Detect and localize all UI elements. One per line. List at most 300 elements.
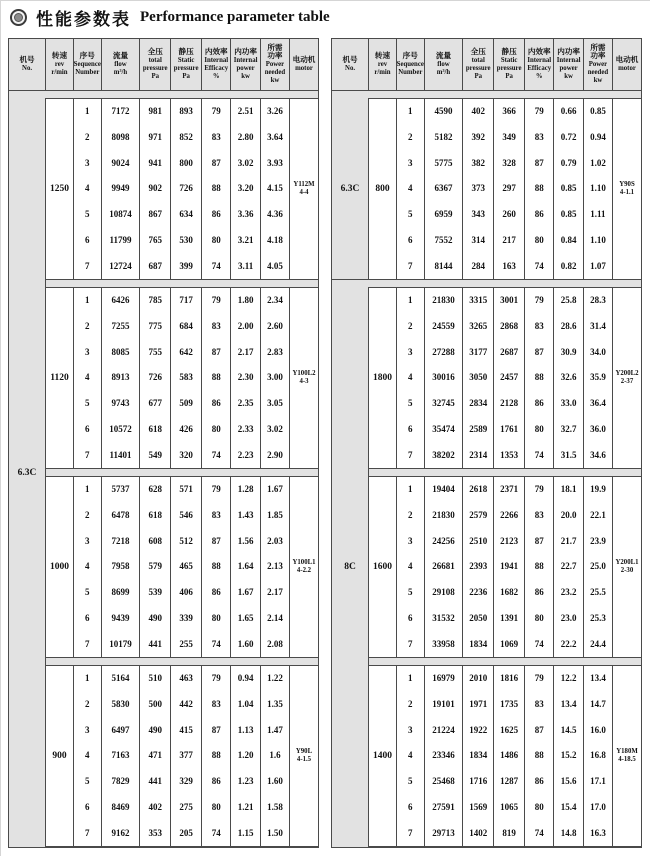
- cell-value: 19404: [432, 484, 455, 495]
- cell-value: 88: [211, 750, 221, 761]
- data-column-total-pressure: [140, 665, 171, 847]
- cell-value: 1735: [500, 699, 519, 710]
- motor-spec: 4-3: [299, 378, 309, 385]
- data-column-internal-power: [231, 476, 260, 658]
- cell-value: 1065: [500, 801, 519, 812]
- cell-value: 6478: [111, 510, 130, 521]
- cell-value: 1.60: [237, 638, 254, 649]
- cell-value: 3: [408, 157, 413, 168]
- header-line: r/min: [51, 68, 68, 76]
- motor-cell: [290, 665, 318, 847]
- cell-value: 5: [408, 587, 413, 598]
- cell-value: 80: [211, 801, 221, 812]
- header-line: 流量: [435, 51, 452, 60]
- header-line: 全压: [147, 47, 163, 56]
- cell-value: 3.93: [267, 157, 283, 168]
- cell-value: 1: [85, 484, 90, 495]
- cell-value: 74: [211, 827, 221, 838]
- data-column-internal-power: [231, 665, 260, 847]
- cell-value: 775: [148, 321, 162, 332]
- cell-value: 14.5: [560, 724, 577, 735]
- cell-value: 4: [85, 183, 90, 194]
- cell-value: 3: [85, 157, 90, 168]
- cell-value: 88: [211, 183, 221, 194]
- header-line: Efficacy: [204, 64, 229, 72]
- cell-value: 426: [179, 423, 193, 434]
- cell-value: 4: [408, 183, 413, 194]
- header-line: 转速: [51, 51, 68, 60]
- header-cell-motor: [613, 39, 641, 91]
- cell-value: 30.9: [560, 346, 577, 357]
- header-line: 序号: [79, 51, 95, 60]
- cell-value: 79: [534, 484, 544, 495]
- motor-spec: 2-30: [620, 567, 634, 574]
- header-line: needed: [264, 69, 286, 77]
- page-header: [10, 5, 330, 29]
- cell-value: 3: [85, 724, 90, 735]
- cell-value: 1: [408, 484, 413, 495]
- motor-cell: [290, 287, 318, 469]
- header-line: Power: [588, 61, 608, 69]
- header-line: Internal: [233, 56, 258, 64]
- cell-value: 9743: [111, 398, 130, 409]
- cell-value: 377: [179, 750, 193, 761]
- cell-value: 6: [408, 801, 413, 812]
- cell-value: 11799: [109, 234, 132, 245]
- cell-value: 819: [502, 827, 516, 838]
- cell-value: 314: [471, 234, 485, 245]
- cell-value: 2.14: [267, 612, 283, 623]
- cell-value: 3: [408, 535, 413, 546]
- header-cell-internal-power: [231, 39, 260, 91]
- speed-cell: 900: [46, 665, 74, 847]
- cell-value: 7: [85, 638, 90, 649]
- cell-value: 8699: [111, 587, 130, 598]
- cell-value: 5775: [434, 157, 453, 168]
- cell-value: 1: [408, 106, 413, 117]
- cell-value: 1.10: [590, 234, 606, 245]
- cell-value: 15.2: [560, 750, 577, 761]
- cell-value: 1287: [500, 776, 519, 787]
- cell-value: 463: [179, 673, 193, 684]
- header-line: total: [471, 56, 485, 64]
- data-column-internal-power: [231, 98, 260, 280]
- cell-value: 80: [534, 234, 544, 245]
- data-column-sequence: [74, 476, 102, 658]
- cell-value: 7: [408, 827, 413, 838]
- cell-value: 2.35: [237, 398, 254, 409]
- cell-value: 373: [471, 183, 485, 194]
- data-column-total-pressure: [140, 287, 171, 469]
- cell-value: 32.6: [560, 372, 577, 383]
- cell-value: 4.15: [267, 183, 283, 194]
- cell-value: 4: [408, 750, 413, 761]
- data-column-power-needed: [261, 665, 290, 847]
- cell-value: 34.0: [590, 346, 606, 357]
- cell-value: 83: [211, 699, 221, 710]
- cell-value: 33958: [432, 638, 455, 649]
- cell-value: 3177: [469, 346, 488, 357]
- tables-row: [8, 38, 642, 848]
- cell-value: 7: [408, 449, 413, 460]
- cell-value: 7: [85, 260, 90, 271]
- cell-value: 343: [471, 209, 485, 220]
- data-column-sequence: [397, 476, 425, 658]
- cell-value: 88: [211, 561, 221, 572]
- cell-value: 79: [211, 106, 221, 117]
- cell-value: 0.94: [590, 132, 606, 143]
- cell-value: 2: [85, 699, 90, 710]
- header-line: Sequence: [73, 60, 101, 68]
- header-cell-power-needed: [584, 39, 613, 91]
- motor-model: Y90S: [619, 180, 635, 188]
- cell-value: 80: [534, 801, 544, 812]
- data-column-power-needed: [261, 98, 290, 280]
- header-line: 序号: [402, 51, 418, 60]
- cell-value: 0.85: [560, 209, 577, 220]
- cell-value: 4590: [434, 106, 453, 117]
- motor-cell: [613, 476, 641, 658]
- page-title-en: Performance parameter table: [140, 8, 330, 25]
- cell-value: 3.26: [267, 106, 283, 117]
- cell-value: 366: [502, 106, 516, 117]
- header-line: Pa: [182, 72, 190, 80]
- cell-value: 2618: [469, 484, 488, 495]
- cell-value: 1.15: [237, 827, 254, 838]
- cell-value: 1.20: [237, 750, 254, 761]
- cell-value: 83: [534, 510, 544, 521]
- header-line: 静压: [501, 47, 517, 56]
- cell-value: 15.4: [560, 801, 577, 812]
- cell-value: 1.11: [590, 209, 606, 220]
- header-line: kw: [564, 72, 573, 80]
- data-column-power-needed: [584, 665, 613, 847]
- header-line: m³/h: [113, 68, 128, 76]
- cell-value: 20.0: [560, 510, 577, 521]
- cell-value: 4: [408, 561, 413, 572]
- cell-value: 6426: [111, 295, 130, 306]
- cell-value: 11401: [109, 449, 132, 460]
- header-cell-speed: [46, 39, 74, 91]
- header-line: power: [559, 64, 578, 72]
- cell-value: 5: [408, 209, 413, 220]
- data-column-sequence: [74, 665, 102, 847]
- cell-value: 16.8: [590, 750, 606, 761]
- cell-value: 83: [211, 132, 221, 143]
- cell-value: 2393: [469, 561, 488, 572]
- cell-value: 74: [534, 449, 544, 460]
- cell-value: 275: [179, 801, 193, 812]
- cell-value: 1: [85, 295, 90, 306]
- cell-value: 1069: [500, 638, 519, 649]
- header-line: Internal: [204, 56, 229, 64]
- cell-value: 87: [211, 346, 221, 357]
- cell-value: 6: [85, 801, 90, 812]
- cell-value: 382: [471, 157, 485, 168]
- cell-value: 25468: [432, 776, 455, 787]
- cell-value: 549: [148, 449, 162, 460]
- performance-table-left: [8, 38, 319, 848]
- cell-value: 31.5: [560, 449, 577, 460]
- cell-value: 349: [502, 132, 516, 143]
- cell-value: 79: [211, 295, 221, 306]
- cell-value: 28.6: [560, 321, 577, 332]
- cell-value: 583: [179, 372, 193, 383]
- cell-value: 509: [179, 398, 193, 409]
- cell-value: 7552: [434, 234, 453, 245]
- cell-value: 1.60: [267, 776, 283, 787]
- cell-value: 2457: [500, 372, 519, 383]
- cell-value: 8469: [111, 801, 130, 812]
- cell-value: 74: [211, 260, 221, 271]
- motor-model: Y200L1: [615, 558, 639, 566]
- cell-value: 87: [534, 157, 544, 168]
- cell-value: 23.9: [590, 535, 606, 546]
- header-line: pressure: [142, 64, 168, 72]
- data-column-static-pressure: [494, 98, 525, 280]
- header-line: rev: [54, 60, 65, 68]
- cell-value: 465: [179, 561, 193, 572]
- header-cell-power-needed: [261, 39, 290, 91]
- performance-table-right: [331, 38, 642, 848]
- header-line: flow: [114, 60, 127, 68]
- cell-value: 24.4: [590, 638, 606, 649]
- cell-value: 1.43: [237, 510, 254, 521]
- cell-value: 867: [148, 209, 162, 220]
- cell-value: 1834: [469, 638, 488, 649]
- cell-value: 31532: [432, 612, 455, 623]
- cell-value: 12724: [109, 260, 132, 271]
- cell-value: 7: [408, 260, 413, 271]
- cell-value: 3.00: [267, 372, 283, 383]
- cell-value: 9162: [111, 827, 130, 838]
- speed-cell: 1800: [369, 287, 397, 469]
- cell-value: 3: [408, 346, 413, 357]
- cell-value: 38202: [432, 449, 455, 460]
- motor-cell: [613, 98, 641, 280]
- cell-value: 726: [179, 183, 193, 194]
- cell-value: 1941: [500, 561, 519, 572]
- cell-value: 2: [85, 132, 90, 143]
- cell-value: 83: [534, 699, 544, 710]
- speed-cell: 1000: [46, 476, 74, 658]
- header-line: 电动机: [615, 55, 639, 65]
- page-title-zh: 性能参数表: [36, 9, 131, 29]
- data-column-efficiency: [525, 98, 554, 280]
- cell-value: 500: [148, 699, 162, 710]
- header-line: 功率: [590, 51, 606, 61]
- header-line: total: [148, 56, 162, 64]
- motor-spec: 2-37: [620, 378, 634, 385]
- header-line: pressure: [173, 64, 199, 72]
- cell-value: 1834: [469, 750, 488, 761]
- cell-value: 27591: [432, 801, 455, 812]
- cell-value: 83: [534, 132, 544, 143]
- cell-value: 1391: [500, 612, 519, 623]
- cell-value: 2236: [469, 587, 488, 598]
- cell-value: 27288: [432, 346, 455, 357]
- cell-value: 765: [148, 234, 162, 245]
- data-column-power-needed: [584, 287, 613, 469]
- cell-value: 83: [211, 321, 221, 332]
- cell-value: 7829: [111, 776, 130, 787]
- header-line: 功率: [267, 51, 283, 61]
- cell-value: 3.11: [237, 260, 254, 271]
- header-line: rev: [377, 60, 388, 68]
- cell-value: 32745: [432, 398, 455, 409]
- cell-value: 2.23: [237, 449, 254, 460]
- cell-value: 1.6: [269, 750, 281, 761]
- cell-value: 34.6: [590, 449, 606, 460]
- data-column-efficiency: [202, 98, 231, 280]
- cell-value: 628: [148, 484, 162, 495]
- cell-value: 297: [502, 183, 516, 194]
- cell-value: 6: [85, 234, 90, 245]
- cell-value: 0.84: [560, 234, 577, 245]
- cell-value: 2: [408, 699, 413, 710]
- cell-value: 5164: [111, 673, 130, 684]
- cell-value: 5: [85, 398, 90, 409]
- data-column-static-pressure: [494, 287, 525, 469]
- cell-value: 1.28: [237, 484, 254, 495]
- cell-value: 15.6: [560, 776, 577, 787]
- cell-value: 3.02: [267, 423, 283, 434]
- motor-model: Y100L2: [292, 369, 316, 377]
- cell-value: 23.2: [560, 587, 577, 598]
- cell-value: 83: [534, 321, 544, 332]
- data-column-efficiency: [202, 287, 231, 469]
- header-line: power: [236, 64, 255, 72]
- data-column-flow: [425, 665, 464, 847]
- cell-value: 3.36: [237, 209, 254, 220]
- speed-cell: 1600: [369, 476, 397, 658]
- cell-value: 14.7: [590, 699, 606, 710]
- motor-model: Y180M: [616, 747, 638, 755]
- cell-value: 755: [148, 346, 162, 357]
- cell-value: 163: [502, 260, 516, 271]
- cell-value: 13.4: [560, 699, 577, 710]
- cell-value: 3.05: [267, 398, 283, 409]
- cell-value: 2371: [500, 484, 519, 495]
- cell-value: 74: [534, 260, 544, 271]
- cell-value: 31.4: [590, 321, 606, 332]
- cell-value: 512: [179, 535, 193, 546]
- cell-value: 1.23: [237, 776, 254, 787]
- header-line: Number: [398, 68, 423, 76]
- cell-value: 1971: [469, 699, 488, 710]
- cell-value: 4: [85, 561, 90, 572]
- cell-value: 618: [148, 423, 162, 434]
- cell-value: 79: [211, 673, 221, 684]
- cell-value: 402: [148, 801, 162, 812]
- data-column-power-needed: [584, 98, 613, 280]
- cell-value: 3.64: [267, 132, 283, 143]
- cell-value: 1716: [469, 776, 488, 787]
- cell-value: 5: [85, 209, 90, 220]
- header-line: Pa: [505, 72, 513, 80]
- header-line: 流量: [112, 51, 129, 60]
- cell-value: 2: [408, 321, 413, 332]
- data-column-internal-power: [554, 287, 583, 469]
- cell-value: 5: [408, 776, 413, 787]
- cell-value: 1.67: [237, 587, 254, 598]
- cell-value: 571: [179, 484, 193, 495]
- cell-value: 634: [179, 209, 193, 220]
- cell-value: 9439: [111, 612, 130, 623]
- cell-value: 87: [534, 535, 544, 546]
- cell-value: 28.3: [590, 295, 606, 306]
- cell-value: 6: [85, 612, 90, 623]
- speed-cell: 1250: [46, 98, 74, 280]
- cell-value: 4.05: [267, 260, 283, 271]
- motor-spec: 4-18.5: [618, 756, 636, 763]
- data-column-flow: [102, 476, 141, 658]
- cell-value: 217: [502, 234, 516, 245]
- bullet-icon-inner: [14, 13, 23, 22]
- cell-value: 8098: [111, 132, 130, 143]
- cell-value: 4: [408, 372, 413, 383]
- data-column-internal-power: [231, 287, 260, 469]
- cell-value: 5830: [111, 699, 130, 710]
- cell-value: 24256: [432, 535, 455, 546]
- cell-value: 392: [471, 132, 485, 143]
- cell-value: 971: [148, 132, 162, 143]
- header-cell-efficiency: [525, 39, 554, 91]
- cell-value: 6: [408, 612, 413, 623]
- cell-value: 13.4: [590, 673, 606, 684]
- header-cell-flow: [425, 39, 464, 91]
- header-line: %: [212, 72, 220, 80]
- cell-value: 5: [408, 398, 413, 409]
- cell-value: 2: [85, 321, 90, 332]
- cell-value: 10179: [109, 638, 132, 649]
- cell-value: 339: [179, 612, 193, 623]
- cell-value: 74: [211, 449, 221, 460]
- cell-value: 1.07: [590, 260, 606, 271]
- data-column-efficiency: [202, 665, 231, 847]
- data-column-efficiency: [202, 476, 231, 658]
- speed-cell: 1120: [46, 287, 74, 469]
- data-column-sequence: [397, 287, 425, 469]
- header-line: Pa: [151, 72, 160, 80]
- cell-value: 6497: [111, 724, 130, 735]
- motor-spec: 4-1.1: [619, 189, 635, 196]
- cell-value: 2.13: [267, 561, 283, 572]
- data-column-flow: [102, 98, 141, 280]
- data-column-efficiency: [525, 287, 554, 469]
- data-column-total-pressure: [463, 476, 494, 658]
- cell-value: 2.60: [267, 321, 283, 332]
- header-cell-efficiency: [202, 39, 231, 91]
- header-line: r/min: [374, 68, 391, 76]
- cell-value: 79: [534, 106, 544, 117]
- cell-value: 1402: [469, 827, 488, 838]
- cell-value: 1.85: [267, 510, 283, 521]
- cell-value: 2.08: [267, 638, 283, 649]
- cell-value: 16.0: [590, 724, 606, 735]
- data-column-sequence: [74, 287, 102, 469]
- data-column-total-pressure: [140, 476, 171, 658]
- motor-cell: [290, 98, 318, 280]
- cell-value: 402: [471, 106, 485, 117]
- header-line: 内功率: [234, 47, 257, 56]
- data-column-flow: [425, 476, 464, 658]
- cell-value: 687: [148, 260, 162, 271]
- cell-value: 17.1: [590, 776, 606, 787]
- header-line: No.: [345, 64, 356, 72]
- motor-cell: [613, 665, 641, 847]
- header-line: Number: [75, 68, 100, 76]
